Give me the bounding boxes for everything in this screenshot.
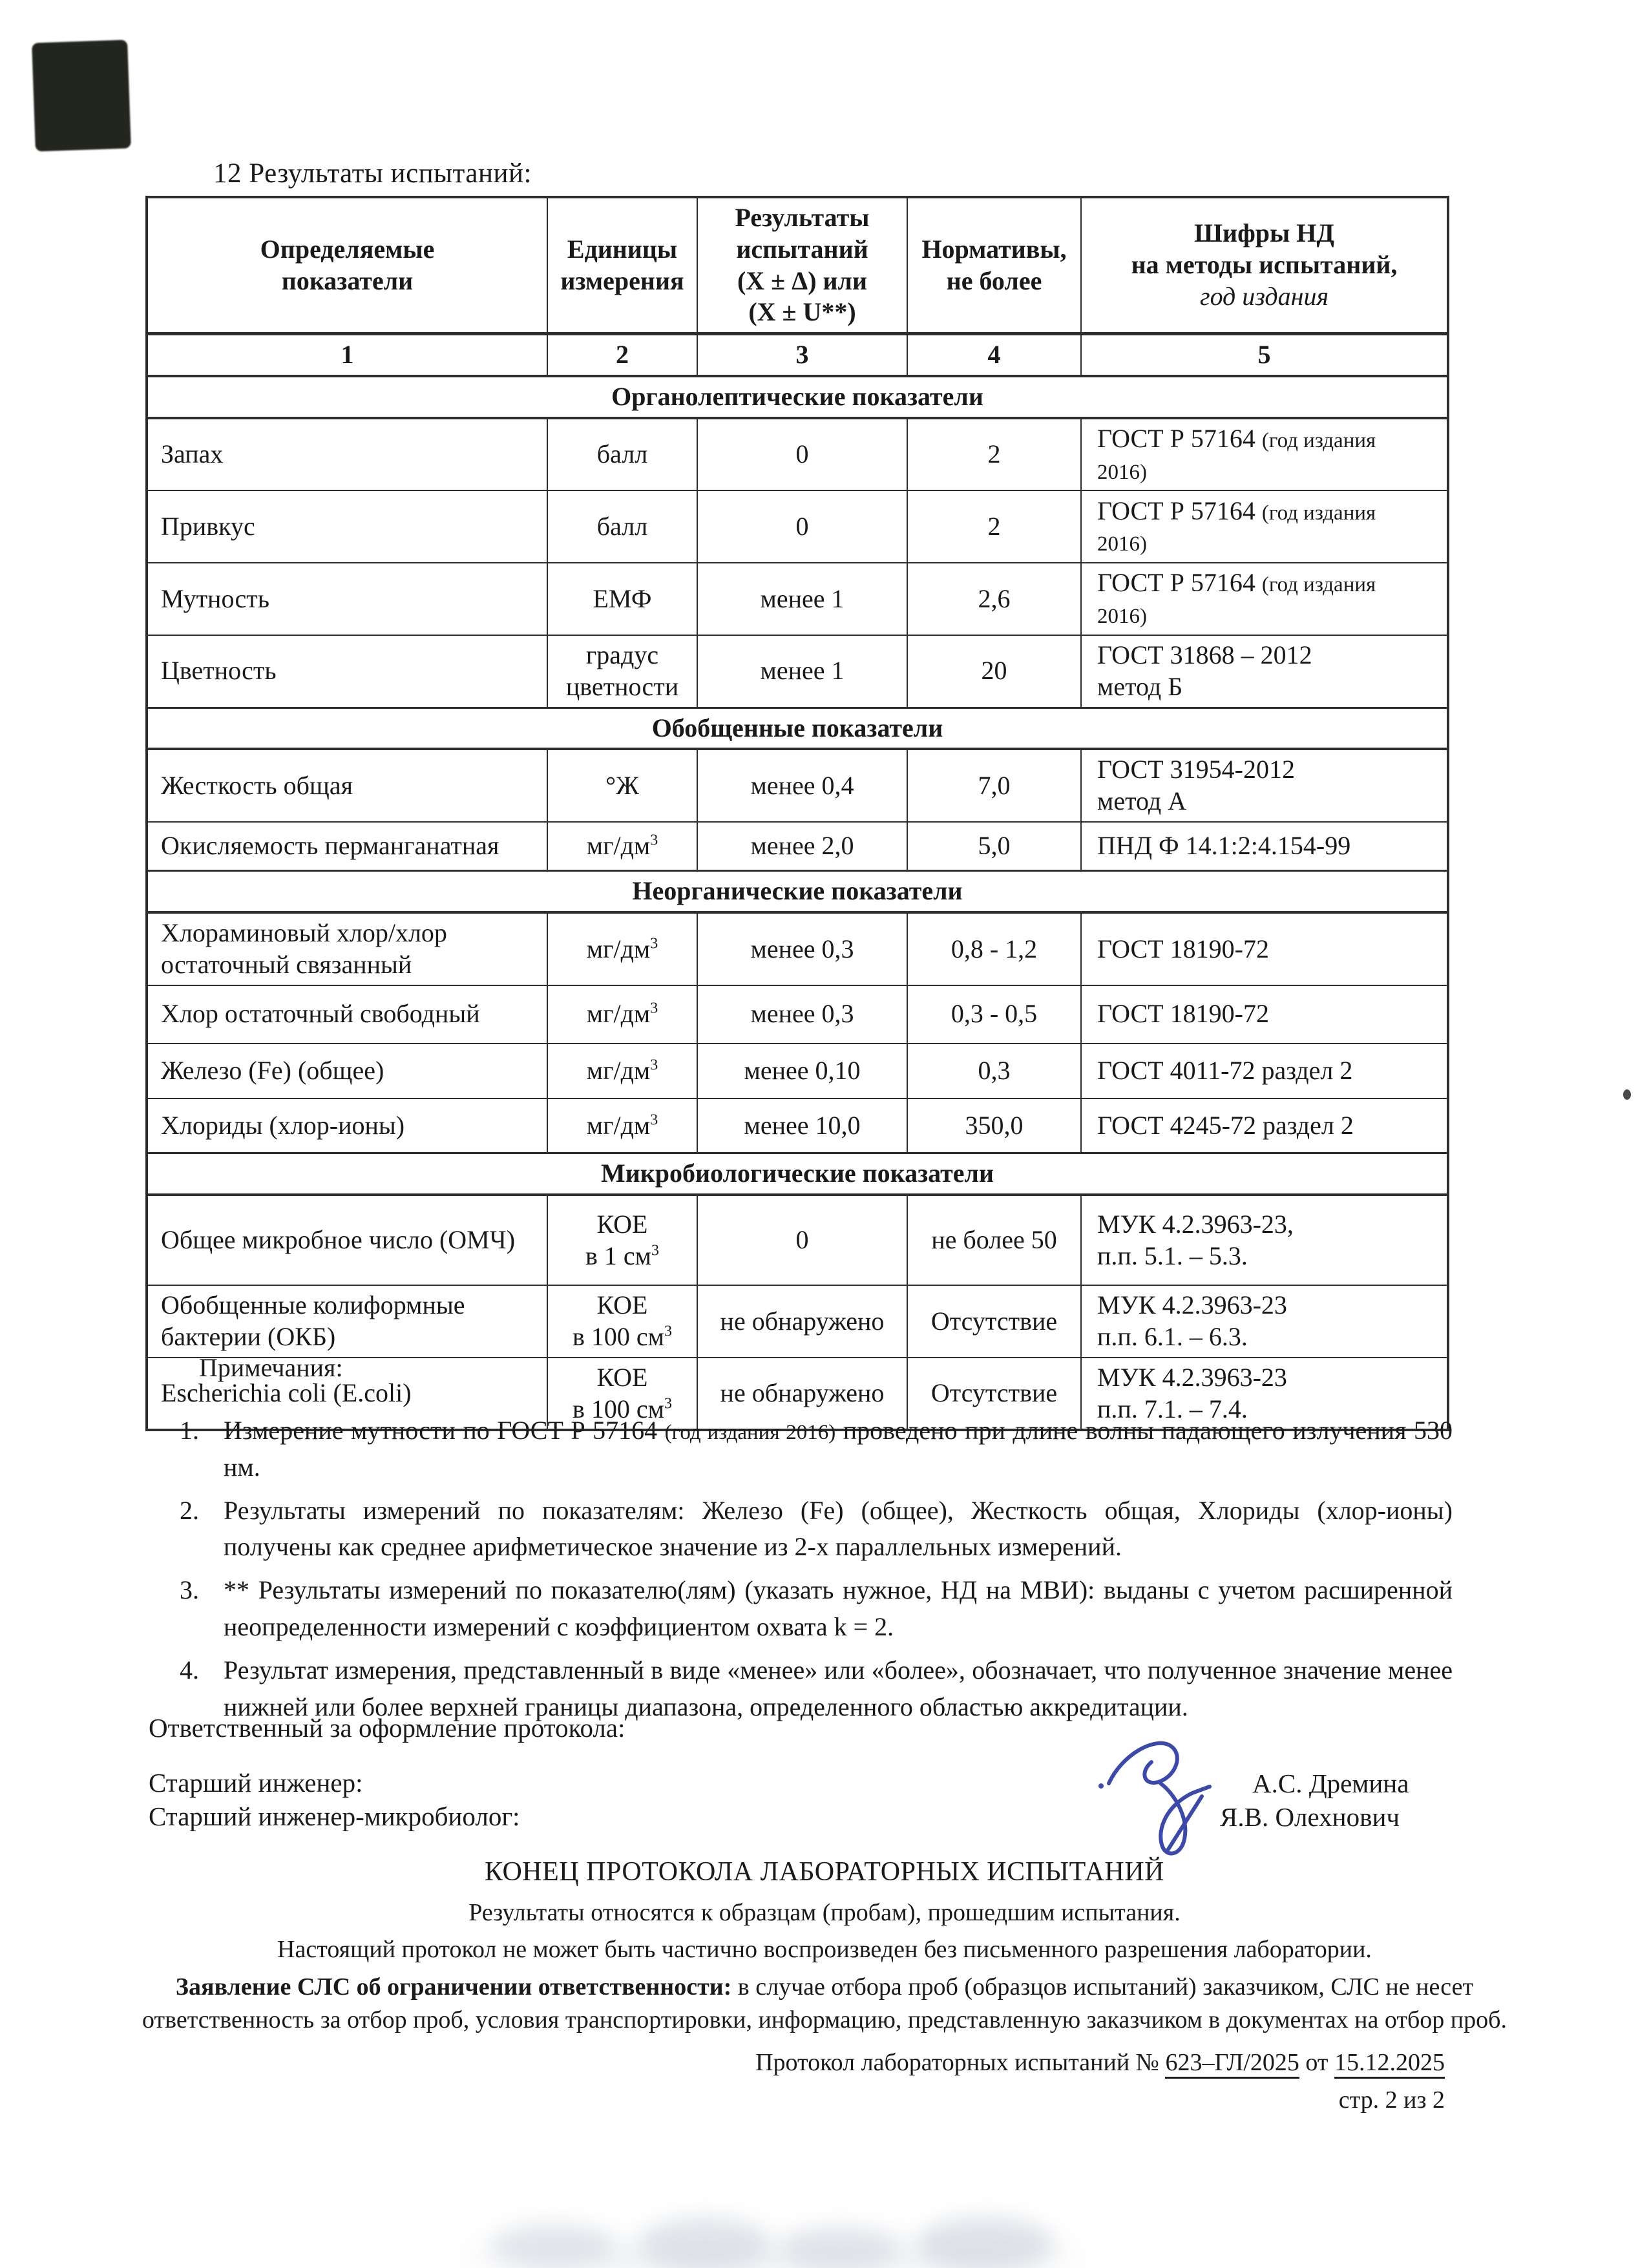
cell-method: МУК 4.2.3963-23, п.п. 5.1. – 5.3.	[1081, 1195, 1448, 1285]
cell-indicator: Escherichia coli (E.coli)	[147, 1358, 547, 1431]
cell-norm: 2	[907, 418, 1081, 491]
table-row	[147, 985, 1448, 1044]
note-number: 1.	[180, 1416, 199, 1445]
cell-unit: балл	[547, 490, 697, 563]
cell-unit: °Ж	[547, 749, 697, 822]
signature-ink	[1092, 1721, 1279, 1870]
responsible-label: Ответственный за оформление протокола:	[149, 1713, 625, 1743]
section-band-row	[147, 376, 1448, 418]
cell-norm: Отсутствие	[907, 1285, 1081, 1358]
cell-result: менее 1	[697, 563, 907, 635]
table-row	[147, 490, 1448, 563]
cell-result: менее 1	[697, 635, 907, 708]
note-item	[149, 1412, 1453, 1486]
cell-result: не обнаружено	[697, 1358, 907, 1431]
cell-unit: $мг/дм^3$	[547, 912, 697, 985]
table-row	[147, 418, 1448, 491]
column-number: 1	[147, 334, 547, 376]
note-text: ** Результаты измерений по показателю(лям) (указать нужное, НД на МВИ): выданы с учетом расширенной неопределенности измерений с коэффициентом охвата k = 2.	[224, 1575, 1453, 1641]
note-item	[149, 1572, 1453, 1646]
signer-role: Старший инженер-микробиолог:	[149, 1801, 520, 1832]
section-band-title: Микробиологические показатели	[147, 1153, 1448, 1195]
footer-copy-line: Настоящий протокол не может быть частично воспроизведен без письменного разрешения лаборатории.	[277, 1935, 1372, 1963]
cell-result: 0	[697, 1195, 907, 1285]
section-band-title: Неорганические показатели	[147, 871, 1448, 912]
table-row	[147, 912, 1448, 985]
cell-result: 0	[697, 418, 907, 491]
cell-unit: $мг/дм^3$	[547, 985, 697, 1044]
cell-norm: 0,3 - 0,5	[907, 985, 1081, 1044]
cell-unit: балл	[547, 418, 697, 491]
note-number: 4.	[180, 1655, 199, 1685]
footer-page-number: стр. 2 из 2	[1338, 2086, 1445, 2114]
cell-unit: КОЕ в 100 $см^3$	[547, 1285, 697, 1358]
table-row	[147, 1098, 1448, 1153]
note-text: Результаты измерений по показателям: Железо (Fe) (общее), Жесткость общая, Хлориды (хлор-ионы) получены как среднее арифметическое значение из 2-х параллельных измерений.	[224, 1495, 1453, 1562]
cell-norm: 350,0	[907, 1098, 1081, 1153]
results-table-wrap	[145, 196, 1449, 1431]
footer	[107, 1856, 1542, 2115]
cell-indicator: Цветность	[147, 635, 547, 708]
note-text: Результат измерения, представленный в виде «менее» или «более», обозначает, что полученное значение менее нижней или более верхней границы диапазона, определенного областью аккредитации.	[224, 1655, 1453, 1721]
cell-unit: КОЕ в 100 $см^3$	[547, 1358, 697, 1431]
cell-indicator: Железо (Fe) (общее)	[147, 1044, 547, 1098]
header-cell-5: Шифры НД на методы испытаний, год издания	[1081, 197, 1448, 334]
table-row	[147, 1044, 1448, 1098]
footer-disclaimer: Заявление СЛС об ограничении ответственности: в случае отбора проб (образцов испытаний) заказчиком, СЛС не несет ответственность за отбор проб, условия транспортировки, информацию, представленную заказчиком в документах на отбор проб.	[142, 1973, 1507, 2034]
section-band-row	[147, 871, 1448, 912]
cell-result: 0	[697, 490, 907, 563]
header-cell-4: Нормативы, не более	[907, 197, 1081, 334]
cell-indicator: Окисляемость перманганатная	[147, 822, 547, 871]
cell-method: ПНД Ф 14.1:2:4.154-99	[1081, 822, 1448, 871]
cell-method: МУК 4.2.3963-23 п.п. 7.1. – 7.4.	[1081, 1358, 1448, 1431]
section-band-title: Обобщенные показатели	[147, 708, 1448, 749]
cell-result: менее 0,3	[697, 985, 907, 1044]
note-number: 3.	[180, 1575, 199, 1605]
cell-norm: 20	[907, 635, 1081, 708]
scan-corner-mark	[32, 39, 131, 151]
cell-unit: градус цветности	[547, 635, 697, 708]
cell-indicator: Обобщенные колиформные бактерии (ОКБ)	[147, 1285, 547, 1358]
column-number: 4	[907, 334, 1081, 376]
signer-role: Старший инженер:	[149, 1768, 363, 1798]
cell-method: ГОСТ 18190-72	[1081, 912, 1448, 985]
note-item	[149, 1493, 1453, 1566]
header-cell-1: Определяемые показатели	[147, 197, 547, 334]
note-text: Измерение мутности по ГОСТ Р 57164 (год издания 2016) проведено при длине волны падающего излучения 530 нм.	[224, 1416, 1453, 1482]
table-row	[147, 563, 1448, 635]
section-band-row	[147, 708, 1448, 749]
cell-method: ГОСТ 18190-72	[1081, 985, 1448, 1044]
cell-indicator: Привкус	[147, 490, 547, 563]
footer-conclusion: КОНЕЦ ПРОТОКОЛА ЛАБОРАТОРНЫХ ИСПЫТАНИЙ	[485, 1857, 1164, 1887]
signer-roles	[149, 1766, 520, 1834]
table-row	[147, 635, 1448, 708]
signer-name: А.С. Дремина	[1252, 1769, 1409, 1798]
cell-unit: $мг/дм^3$	[547, 1044, 697, 1098]
cell-method: ГОСТ 31868 – 2012 метод Б	[1081, 635, 1448, 708]
cell-indicator: Жесткость общая	[147, 749, 547, 822]
table-row	[147, 749, 1448, 822]
cell-norm: 2,6	[907, 563, 1081, 635]
cell-indicator: Хлор остаточный свободный	[147, 985, 547, 1044]
results-table	[145, 196, 1449, 1431]
cell-norm: 0,8 - 1,2	[907, 912, 1081, 985]
signer-name: Я.В. Олехнович	[1220, 1802, 1400, 1832]
notes-list	[149, 1412, 1453, 1725]
cell-unit: $мг/дм^3$	[547, 1098, 697, 1153]
notes-title: Примечания:	[199, 1353, 343, 1382]
column-number: 2	[547, 334, 697, 376]
column-numbers-row	[147, 334, 1448, 376]
cell-unit: КОЕ в 1 $см^3$	[547, 1195, 697, 1285]
cell-indicator: Общее микробное число (ОМЧ)	[147, 1195, 547, 1285]
cell-norm: 5,0	[907, 822, 1081, 871]
column-number: 5	[1081, 334, 1448, 376]
cell-indicator: Хлораминовый хлор/хлор остаточный связанный	[147, 912, 547, 985]
column-number: 3	[697, 334, 907, 376]
cell-norm: 0,3	[907, 1044, 1081, 1098]
header-cell-3: Результаты испытаний (X ± Δ) или (X ± U**)	[697, 197, 907, 334]
table-row	[147, 1195, 1448, 1285]
cell-method: ГОСТ Р 57164 (год издания 2016)	[1081, 563, 1448, 635]
cell-unit: ЕМФ	[547, 563, 697, 635]
cell-norm: 2	[907, 490, 1081, 563]
cell-result: менее 2,0	[697, 822, 907, 871]
cell-result: менее 0,4	[697, 749, 907, 822]
cell-method: ГОСТ 4011-72 раздел 2	[1081, 1044, 1448, 1098]
cell-norm: 7,0	[907, 749, 1081, 822]
footer-results-line: Результаты относятся к образцам (пробам), прошедшим испытания.	[468, 1899, 1181, 1927]
cell-method: ГОСТ 31954-2012 метод А	[1081, 749, 1448, 822]
section-title: 12 Результаты испытаний:	[213, 158, 532, 189]
notes-block	[149, 1352, 1453, 1732]
cell-method: МУК 4.2.3963-23 п.п. 6.1. – 6.3.	[1081, 1285, 1448, 1358]
table-row	[147, 1285, 1448, 1358]
section-band-row	[147, 1153, 1448, 1195]
cell-method: ГОСТ 4245-72 раздел 2	[1081, 1098, 1448, 1153]
footer-protocol-line: Протокол лабораторных испытаний № 623–ГЛ/2025 от 15.12.2025	[107, 2048, 1542, 2077]
table-row	[147, 822, 1448, 871]
section-band-title: Органолептические показатели	[147, 376, 1448, 418]
cell-result: менее 0,10	[697, 1044, 907, 1098]
cell-result: менее 0,3	[697, 912, 907, 985]
cell-unit: $мг/дм^3$	[547, 822, 697, 871]
cell-indicator: Мутность	[147, 563, 547, 635]
cell-indicator: Запах	[147, 418, 547, 491]
cell-method: ГОСТ Р 57164 (год издания 2016)	[1081, 490, 1448, 563]
header-cell-2: Единицы измерения	[547, 197, 697, 334]
table-header-row	[147, 197, 1448, 334]
note-number: 2.	[180, 1495, 199, 1525]
cell-indicator: Хлориды (хлор-ионы)	[147, 1098, 547, 1153]
cell-result: не обнаружено	[697, 1285, 907, 1358]
scan-edge-dot	[1623, 1089, 1631, 1100]
cell-norm: Отсутствие	[907, 1358, 1081, 1431]
scan-smudge	[465, 2242, 1079, 2268]
cell-norm: не более 50	[907, 1195, 1081, 1285]
cell-method: ГОСТ Р 57164 (год издания 2016)	[1081, 418, 1448, 491]
cell-result: менее 10,0	[697, 1098, 907, 1153]
